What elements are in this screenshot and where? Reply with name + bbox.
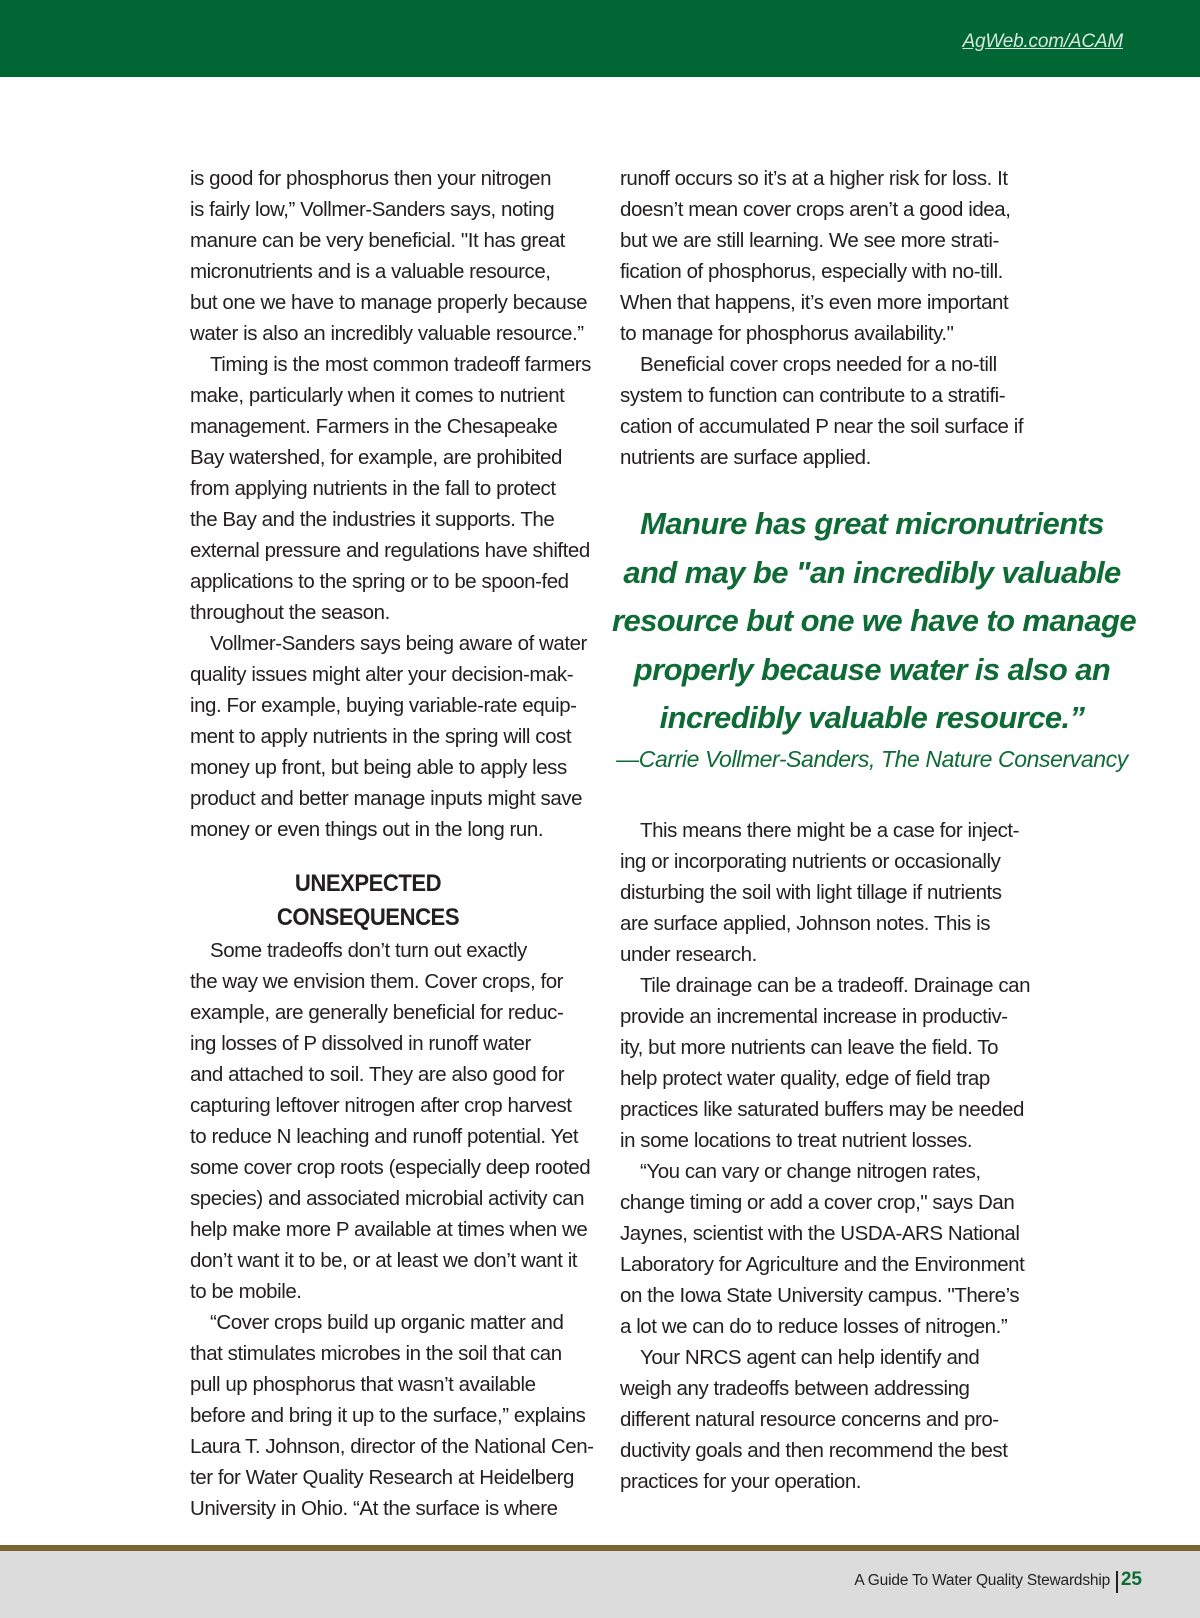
text-line: that stimulates microbes in the soil that can [190, 1342, 562, 1365]
text-line: species) and associated microbial activity can [190, 1187, 585, 1210]
text-line: Tile drainage can be a tradeoff. Drainage can [640, 974, 1031, 997]
text-line: doesn’t mean cover crops aren’t a good idea, [620, 198, 1011, 221]
section-subhead: UNEXPECTED CONSEQUENCES [276, 870, 460, 931]
text-line: practices for your operation. [620, 1470, 862, 1493]
text-line: pull up phosphorus that wasn’t available [190, 1373, 536, 1396]
pull-quote-line: properly because water is also an [633, 651, 1111, 687]
text-line: management. Farmers in the Chesapeake [190, 415, 558, 438]
text-line: money up front, but being able to apply less [190, 756, 567, 779]
text-line: nutrients are surface applied. [620, 446, 871, 469]
publication-title: A Guide To Water Quality Stewardship [854, 1572, 1110, 1589]
text-line: ductivity goals and then recommend the best [620, 1439, 1008, 1462]
text-line: Some tradeoffs don’t turn out exactly [210, 939, 527, 962]
text-line: the way we envision them. Cover crops, for [190, 970, 564, 993]
text-line: from applying nutrients in the fall to protect [190, 477, 556, 500]
text-line: When that happens, it’s even more important [620, 291, 1009, 314]
text-line: “Cover crops build up organic matter and [210, 1311, 564, 1334]
text-line: external pressure and regulations have shifted [190, 539, 590, 562]
text-line: practices like saturated buffers may be needed [620, 1098, 1024, 1121]
text-line: on the Iowa State University campus. "There’s [620, 1284, 1020, 1307]
text-line: manure can be very beneficial. "It has great [190, 229, 565, 252]
text-line: example, are generally beneficial for reduc- [190, 1001, 564, 1024]
text-line: the Bay and the industries it supports. The [190, 508, 555, 531]
text-line: Beneficial cover crops needed for a no-till [640, 353, 997, 376]
pull-quote-line: and may be "an incredibly valuable [623, 554, 1121, 590]
left-column-text [190, 163, 590, 845]
pull-quote-line: Manure has great micronutrients [640, 506, 1104, 541]
left-column [190, 163, 594, 1524]
text-line: Jaynes, scientist with the USDA-ARS National [620, 1222, 1020, 1245]
text-line: Bay watershed, for example, are prohibited [190, 446, 562, 469]
text-line: some cover crop roots (especially deep rooted [190, 1156, 591, 1179]
right-column-bottom-text [620, 815, 1030, 1497]
text-line: in some locations to treat nutrient losses. [620, 1129, 973, 1152]
text-line: is fairly low,” Vollmer-Sanders says, noting [190, 198, 555, 221]
text-line: money or even things out in the long run. [190, 818, 544, 841]
text-line: Your NRCS agent can help identify and [640, 1346, 980, 1369]
text-line: cation of accumulated P near the soil surface if [620, 415, 1024, 438]
right-column-bottom [620, 815, 1030, 1497]
text-line: ing losses of P dissolved in runoff water [190, 1032, 531, 1055]
text-line: a lot we can do to reduce losses of nitrogen.” [620, 1315, 1008, 1338]
text-line: provide an incremental increase in productiv- [620, 1005, 1008, 1028]
text-line: ity, but more nutrients can leave the field. To [620, 1036, 999, 1059]
text-line: micronutrients and is a valuable resource, [190, 260, 551, 283]
text-line: This means there might be a case for inject- [640, 819, 1019, 842]
text-line: but we are still learning. We see more strati- [620, 229, 999, 252]
text-line: Timing is the most common tradeoff farmers [210, 353, 591, 376]
text-line: change timing or add a cover crop," says Dan [620, 1191, 1015, 1214]
site-link[interactable]: AgWeb.com/ACAM [962, 31, 1123, 52]
text-line: make, particularly when it comes to nutrient [190, 384, 565, 407]
text-line: disturbing the soil with light tillage if nutrients [620, 881, 1002, 904]
text-line: ment to apply nutrients in the spring will cost [190, 725, 572, 748]
text-line: before and bring it up to the surface,” explains [190, 1404, 586, 1427]
text-line: capturing leftover nitrogen after crop harvest [190, 1094, 572, 1117]
text-line: system to function can contribute to a stratifi- [620, 384, 1006, 407]
text-line: University in Ohio. “At the surface is where [190, 1497, 558, 1520]
text-line: throughout the season. [190, 601, 390, 624]
text-line: “You can vary or change nitrogen rates, [640, 1160, 981, 1183]
pull-quote-line: incredibly valuable resource.” [659, 700, 1085, 735]
text-line: Laboratory for Agriculture and the Environment [620, 1253, 1025, 1276]
text-line: help make more P available at times when we [190, 1218, 588, 1241]
text-line: Laura T. Johnson, director of the National Cen- [190, 1435, 594, 1458]
left-column-text-after [190, 935, 594, 1524]
text-line: product and better manage inputs might save [190, 787, 583, 810]
page-number: 25 [1120, 1569, 1142, 1590]
text-line: is good for phosphorus then your nitrogen [190, 167, 552, 190]
text-line: but one we have to manage properly because [190, 291, 588, 314]
right-column-top-text [620, 163, 1030, 473]
pull-quote [612, 500, 1136, 775]
text-line: and attached to soil. They are also good for [190, 1063, 565, 1086]
text-line: Vollmer-Sanders says being aware of water [210, 632, 587, 655]
right-column-top [620, 163, 1030, 473]
text-line: applications to the spring or to be spoon-fed [190, 570, 569, 593]
text-line: weigh any tradeoffs between addressing [620, 1377, 970, 1400]
text-line: to be mobile. [190, 1280, 302, 1303]
footer-divider [1116, 1571, 1118, 1593]
text-line: different natural resource concerns and pro- [620, 1408, 999, 1431]
text-line: are surface applied, Johnson notes. This is [620, 912, 990, 935]
text-line: don’t want it to be, or at least we don’t want it [190, 1249, 578, 1272]
text-line: runoff occurs so it’s at a higher risk for loss. It [620, 167, 1008, 190]
text-line: quality issues might alter your decision-mak- [190, 663, 574, 686]
text-line: help protect water quality, edge of field trap [620, 1067, 990, 1090]
text-line: ter for Water Quality Research at Heidelberg [190, 1466, 574, 1489]
text-line: under research. [620, 943, 757, 966]
pull-quote-text [612, 500, 1136, 743]
text-line: to manage for phosphorus availability." [620, 322, 954, 345]
text-line: to reduce N leaching and runoff potential. Yet [190, 1125, 579, 1148]
pull-quote-line: resource but one we have to manage [612, 603, 1136, 638]
pull-quote-attribution: —Carrie Vollmer-Sanders, The Nature Conservancy [616, 745, 1128, 772]
text-line: ing. For example, buying variable-rate equip- [190, 694, 577, 717]
text-line: water is also an incredibly valuable resource.” [190, 322, 584, 345]
text-line: ing or incorporating nutrients or occasionally [620, 850, 1001, 873]
text-line: fication of phosphorus, especially with no-till. [620, 260, 1003, 283]
